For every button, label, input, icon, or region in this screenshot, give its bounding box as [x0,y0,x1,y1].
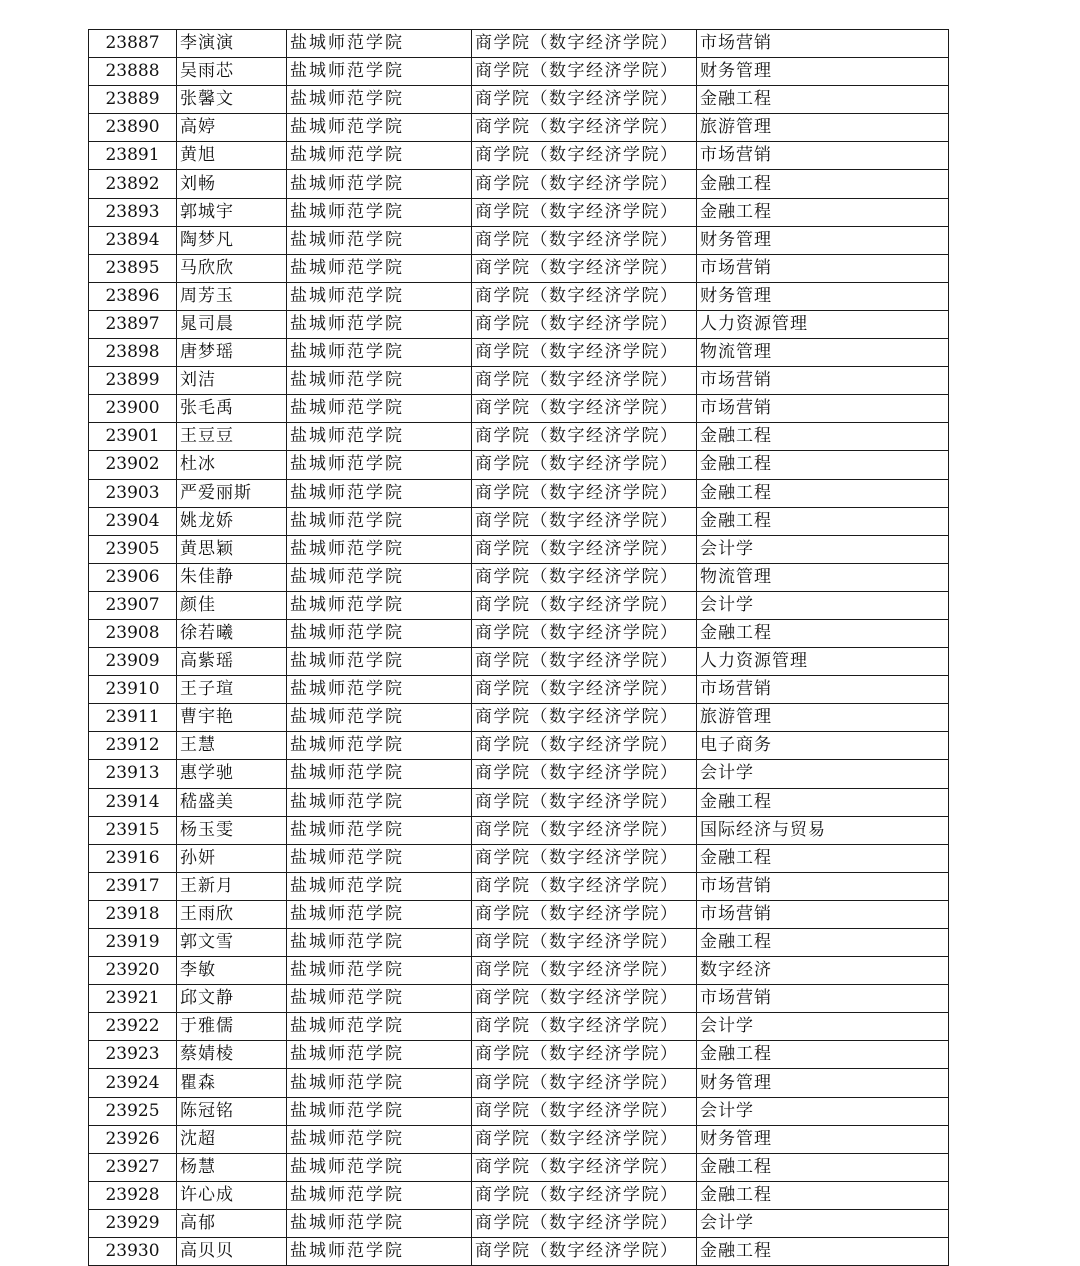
table-row [89,1153,949,1181]
school-name-cell: 盐城师范学院 [287,395,472,423]
major-name-cell: 市场营销 [697,900,949,928]
student-name-cell: 沈超 [177,1125,287,1153]
college-name-cell: 商学院（数字经济学院） [472,30,697,58]
student-name-cell: 王子瑄 [177,676,287,704]
student-id-cell: 23905 [89,535,177,563]
student-id-cell: 23892 [89,170,177,198]
table-row [89,1209,949,1237]
student-name-cell: 黄思颖 [177,535,287,563]
college-name-cell: 商学院（数字经济学院） [472,1097,697,1125]
table-row [89,872,949,900]
major-name-cell: 财务管理 [697,282,949,310]
student-id-cell: 23914 [89,788,177,816]
major-name-cell: 金融工程 [697,619,949,647]
table-row [89,58,949,86]
student-id-cell: 23894 [89,226,177,254]
school-name-cell: 盐城师范学院 [287,816,472,844]
student-id-cell: 23897 [89,310,177,338]
student-name-cell: 晁司晨 [177,310,287,338]
student-name-cell: 姚龙娇 [177,507,287,535]
college-name-cell: 商学院（数字经济学院） [472,1181,697,1209]
college-name-cell: 商学院（数字经济学院） [472,900,697,928]
student-name-cell: 高郁 [177,1209,287,1237]
school-name-cell: 盐城师范学院 [287,339,472,367]
major-name-cell: 市场营销 [697,395,949,423]
school-name-cell: 盐城师范学院 [287,704,472,732]
major-name-cell: 市场营销 [697,985,949,1013]
college-name-cell: 商学院（数字经济学院） [472,198,697,226]
college-name-cell: 商学院（数字经济学院） [472,395,697,423]
student-id-cell: 23920 [89,957,177,985]
school-name-cell: 盐城师范学院 [287,1125,472,1153]
college-name-cell: 商学院（数字经济学院） [472,339,697,367]
table-row [89,451,949,479]
student-id-cell: 23887 [89,30,177,58]
table-row [89,1013,949,1041]
student-name-cell: 杨慧 [177,1153,287,1181]
school-name-cell: 盐城师范学院 [287,114,472,142]
major-name-cell: 电子商务 [697,732,949,760]
table-row [89,114,949,142]
college-name-cell: 商学院（数字经济学院） [472,704,697,732]
student-name-cell: 惠学驰 [177,760,287,788]
major-name-cell: 金融工程 [697,788,949,816]
student-id-cell: 23896 [89,282,177,310]
school-name-cell: 盐城师范学院 [287,254,472,282]
major-name-cell: 金融工程 [697,170,949,198]
college-name-cell: 商学院（数字经济学院） [472,676,697,704]
student-name-cell: 朱佳静 [177,563,287,591]
table-row [89,479,949,507]
college-name-cell: 商学院（数字经济学院） [472,985,697,1013]
student-name-cell: 李敏 [177,957,287,985]
table-row [89,367,949,395]
table-row [89,844,949,872]
student-id-cell: 23906 [89,563,177,591]
major-name-cell: 物流管理 [697,339,949,367]
major-name-cell: 财务管理 [697,226,949,254]
major-name-cell: 金融工程 [697,1153,949,1181]
major-name-cell: 会计学 [697,760,949,788]
major-name-cell: 会计学 [697,591,949,619]
school-name-cell: 盐城师范学院 [287,367,472,395]
student-name-cell: 马欣欣 [177,254,287,282]
student-name-cell: 孙妍 [177,844,287,872]
table-row [89,423,949,451]
student-name-cell: 高贝贝 [177,1238,287,1266]
student-name-cell: 王雨欣 [177,900,287,928]
student-name-cell: 周芳玉 [177,282,287,310]
major-name-cell: 金融工程 [697,198,949,226]
major-name-cell: 金融工程 [697,1041,949,1069]
table-row [89,1181,949,1209]
school-name-cell: 盐城师范学院 [287,676,472,704]
student-name-cell: 高婷 [177,114,287,142]
college-name-cell: 商学院（数字经济学院） [472,1153,697,1181]
major-name-cell: 金融工程 [697,86,949,114]
college-name-cell: 商学院（数字经济学院） [472,816,697,844]
college-name-cell: 商学院（数字经济学院） [472,310,697,338]
school-name-cell: 盐城师范学院 [287,591,472,619]
major-name-cell: 金融工程 [697,507,949,535]
student-id-cell: 23913 [89,760,177,788]
student-name-cell: 王慧 [177,732,287,760]
college-name-cell: 商学院（数字经济学院） [472,58,697,86]
student-name-cell: 黄旭 [177,142,287,170]
student-name-cell: 颜佳 [177,591,287,619]
table-row [89,1097,949,1125]
school-name-cell: 盐城师范学院 [287,1209,472,1237]
table-row [89,30,949,58]
student-name-cell: 张毛禹 [177,395,287,423]
major-name-cell: 会计学 [697,1097,949,1125]
student-id-cell: 23922 [89,1013,177,1041]
major-name-cell: 旅游管理 [697,114,949,142]
college-name-cell: 商学院（数字经济学院） [472,788,697,816]
table-row [89,1041,949,1069]
student-list-body [89,30,949,1266]
student-name-cell: 李演演 [177,30,287,58]
table-row [89,957,949,985]
student-id-cell: 23888 [89,58,177,86]
student-name-cell: 张馨文 [177,86,287,114]
college-name-cell: 商学院（数字经济学院） [472,479,697,507]
table-row [89,704,949,732]
table-row [89,310,949,338]
student-name-cell: 严爱丽斯 [177,479,287,507]
college-name-cell: 商学院（数字经济学院） [472,507,697,535]
school-name-cell: 盐城师范学院 [287,900,472,928]
school-name-cell: 盐城师范学院 [287,563,472,591]
student-name-cell: 杜冰 [177,451,287,479]
college-name-cell: 商学院（数字经济学院） [472,872,697,900]
student-name-cell: 吴雨芯 [177,58,287,86]
student-name-cell: 邱文静 [177,985,287,1013]
student-id-cell: 23923 [89,1041,177,1069]
school-name-cell: 盐城师范学院 [287,479,472,507]
table-row [89,226,949,254]
student-id-cell: 23899 [89,367,177,395]
table-row [89,676,949,704]
table-row [89,929,949,957]
student-name-cell: 曹宇艳 [177,704,287,732]
college-name-cell: 商学院（数字经济学院） [472,114,697,142]
student-id-cell: 23898 [89,339,177,367]
table-row [89,395,949,423]
college-name-cell: 商学院（数字经济学院） [472,1125,697,1153]
student-id-cell: 23925 [89,1097,177,1125]
school-name-cell: 盐城师范学院 [287,535,472,563]
student-name-cell: 蔡婧棱 [177,1041,287,1069]
student-id-cell: 23908 [89,619,177,647]
table-row [89,985,949,1013]
major-name-cell: 人力资源管理 [697,310,949,338]
student-name-cell: 陈冠铭 [177,1097,287,1125]
major-name-cell: 市场营销 [697,872,949,900]
major-name-cell: 金融工程 [697,844,949,872]
student-list-table [88,29,949,1266]
student-id-cell: 23900 [89,395,177,423]
school-name-cell: 盐城师范学院 [287,929,472,957]
student-id-cell: 23910 [89,676,177,704]
major-name-cell: 金融工程 [697,1238,949,1266]
major-name-cell: 会计学 [697,1209,949,1237]
student-id-cell: 23919 [89,929,177,957]
student-id-cell: 23929 [89,1209,177,1237]
school-name-cell: 盐城师范学院 [287,1181,472,1209]
student-name-cell: 王豆豆 [177,423,287,451]
student-id-cell: 23915 [89,816,177,844]
college-name-cell: 商学院（数字经济学院） [472,535,697,563]
school-name-cell: 盐城师范学院 [287,957,472,985]
major-name-cell: 会计学 [697,1013,949,1041]
student-name-cell: 徐若曦 [177,619,287,647]
table-row [89,535,949,563]
student-name-cell: 郭城宇 [177,198,287,226]
school-name-cell: 盐城师范学院 [287,451,472,479]
college-name-cell: 商学院（数字经济学院） [472,844,697,872]
college-name-cell: 商学院（数字经济学院） [472,451,697,479]
major-name-cell: 市场营销 [697,254,949,282]
table-row [89,198,949,226]
student-name-cell: 高紫瑶 [177,648,287,676]
student-name-cell: 刘洁 [177,367,287,395]
student-id-cell: 23928 [89,1181,177,1209]
college-name-cell: 商学院（数字经济学院） [472,591,697,619]
table-row [89,282,949,310]
college-name-cell: 商学院（数字经济学院） [472,423,697,451]
school-name-cell: 盐城师范学院 [287,170,472,198]
school-name-cell: 盐城师范学院 [287,86,472,114]
school-name-cell: 盐城师范学院 [287,226,472,254]
student-id-cell: 23911 [89,704,177,732]
table-row [89,900,949,928]
student-id-cell: 23926 [89,1125,177,1153]
student-name-cell: 许心成 [177,1181,287,1209]
student-name-cell: 嵇盛美 [177,788,287,816]
student-id-cell: 23889 [89,86,177,114]
student-name-cell: 陶梦凡 [177,226,287,254]
school-name-cell: 盐城师范学院 [287,788,472,816]
table-row [89,563,949,591]
student-id-cell: 23893 [89,198,177,226]
student-id-cell: 23921 [89,985,177,1013]
table-row [89,142,949,170]
student-id-cell: 23917 [89,872,177,900]
major-name-cell: 金融工程 [697,929,949,957]
major-name-cell: 物流管理 [697,563,949,591]
college-name-cell: 商学院（数字经济学院） [472,226,697,254]
major-name-cell: 金融工程 [697,451,949,479]
school-name-cell: 盐城师范学院 [287,507,472,535]
school-name-cell: 盐城师范学院 [287,1238,472,1266]
major-name-cell: 会计学 [697,535,949,563]
table-row [89,86,949,114]
student-name-cell: 王新月 [177,872,287,900]
student-id-cell: 23890 [89,114,177,142]
table-row [89,648,949,676]
student-id-cell: 23891 [89,142,177,170]
major-name-cell: 人力资源管理 [697,648,949,676]
table-row [89,619,949,647]
student-id-cell: 23901 [89,423,177,451]
student-id-cell: 23916 [89,844,177,872]
student-id-cell: 23918 [89,900,177,928]
college-name-cell: 商学院（数字经济学院） [472,648,697,676]
college-name-cell: 商学院（数字经济学院） [472,957,697,985]
student-id-cell: 23907 [89,591,177,619]
major-name-cell: 金融工程 [697,479,949,507]
table-row [89,788,949,816]
school-name-cell: 盐城师范学院 [287,872,472,900]
school-name-cell: 盐城师范学院 [287,282,472,310]
school-name-cell: 盐城师范学院 [287,1069,472,1097]
student-id-cell: 23895 [89,254,177,282]
major-name-cell: 数字经济 [697,957,949,985]
major-name-cell: 金融工程 [697,423,949,451]
table-row [89,507,949,535]
student-name-cell: 郭文雪 [177,929,287,957]
table-row [89,339,949,367]
table-row [89,1238,949,1266]
school-name-cell: 盐城师范学院 [287,1041,472,1069]
college-name-cell: 商学院（数字经济学院） [472,563,697,591]
college-name-cell: 商学院（数字经济学院） [472,1209,697,1237]
student-id-cell: 23924 [89,1069,177,1097]
student-id-cell: 23903 [89,479,177,507]
major-name-cell: 市场营销 [697,676,949,704]
table-row [89,760,949,788]
school-name-cell: 盐城师范学院 [287,985,472,1013]
student-name-cell: 于雅儒 [177,1013,287,1041]
school-name-cell: 盐城师范学院 [287,619,472,647]
college-name-cell: 商学院（数字经济学院） [472,170,697,198]
college-name-cell: 商学院（数字经济学院） [472,254,697,282]
school-name-cell: 盐城师范学院 [287,1153,472,1181]
table-row [89,254,949,282]
major-name-cell: 国际经济与贸易 [697,816,949,844]
student-name-cell: 唐梦瑶 [177,339,287,367]
table-row [89,591,949,619]
college-name-cell: 商学院（数字经济学院） [472,1238,697,1266]
major-name-cell: 市场营销 [697,30,949,58]
table-row [89,1069,949,1097]
student-id-cell: 23927 [89,1153,177,1181]
major-name-cell: 金融工程 [697,1181,949,1209]
college-name-cell: 商学院（数字经济学院） [472,142,697,170]
table-row [89,1125,949,1153]
school-name-cell: 盐城师范学院 [287,732,472,760]
student-id-cell: 23904 [89,507,177,535]
college-name-cell: 商学院（数字经济学院） [472,1041,697,1069]
major-name-cell: 财务管理 [697,1069,949,1097]
student-id-cell: 23909 [89,648,177,676]
school-name-cell: 盐城师范学院 [287,844,472,872]
college-name-cell: 商学院（数字经济学院） [472,732,697,760]
major-name-cell: 市场营销 [697,142,949,170]
college-name-cell: 商学院（数字经济学院） [472,1069,697,1097]
school-name-cell: 盐城师范学院 [287,423,472,451]
major-name-cell: 财务管理 [697,58,949,86]
major-name-cell: 财务管理 [697,1125,949,1153]
table-row [89,816,949,844]
college-name-cell: 商学院（数字经济学院） [472,367,697,395]
student-name-cell: 瞿森 [177,1069,287,1097]
college-name-cell: 商学院（数字经济学院） [472,760,697,788]
school-name-cell: 盐城师范学院 [287,30,472,58]
college-name-cell: 商学院（数字经济学院） [472,86,697,114]
school-name-cell: 盐城师范学院 [287,760,472,788]
school-name-cell: 盐城师范学院 [287,1013,472,1041]
table-row [89,170,949,198]
student-id-cell: 23930 [89,1238,177,1266]
major-name-cell: 市场营销 [697,367,949,395]
school-name-cell: 盐城师范学院 [287,1097,472,1125]
college-name-cell: 商学院（数字经济学院） [472,929,697,957]
school-name-cell: 盐城师范学院 [287,310,472,338]
student-name-cell: 刘畅 [177,170,287,198]
school-name-cell: 盐城师范学院 [287,58,472,86]
college-name-cell: 商学院（数字经济学院） [472,1013,697,1041]
school-name-cell: 盐城师范学院 [287,142,472,170]
college-name-cell: 商学院（数字经济学院） [472,282,697,310]
college-name-cell: 商学院（数字经济学院） [472,619,697,647]
student-id-cell: 23902 [89,451,177,479]
table-row [89,732,949,760]
student-name-cell: 杨玉雯 [177,816,287,844]
school-name-cell: 盐城师范学院 [287,648,472,676]
school-name-cell: 盐城师范学院 [287,198,472,226]
major-name-cell: 旅游管理 [697,704,949,732]
student-id-cell: 23912 [89,732,177,760]
